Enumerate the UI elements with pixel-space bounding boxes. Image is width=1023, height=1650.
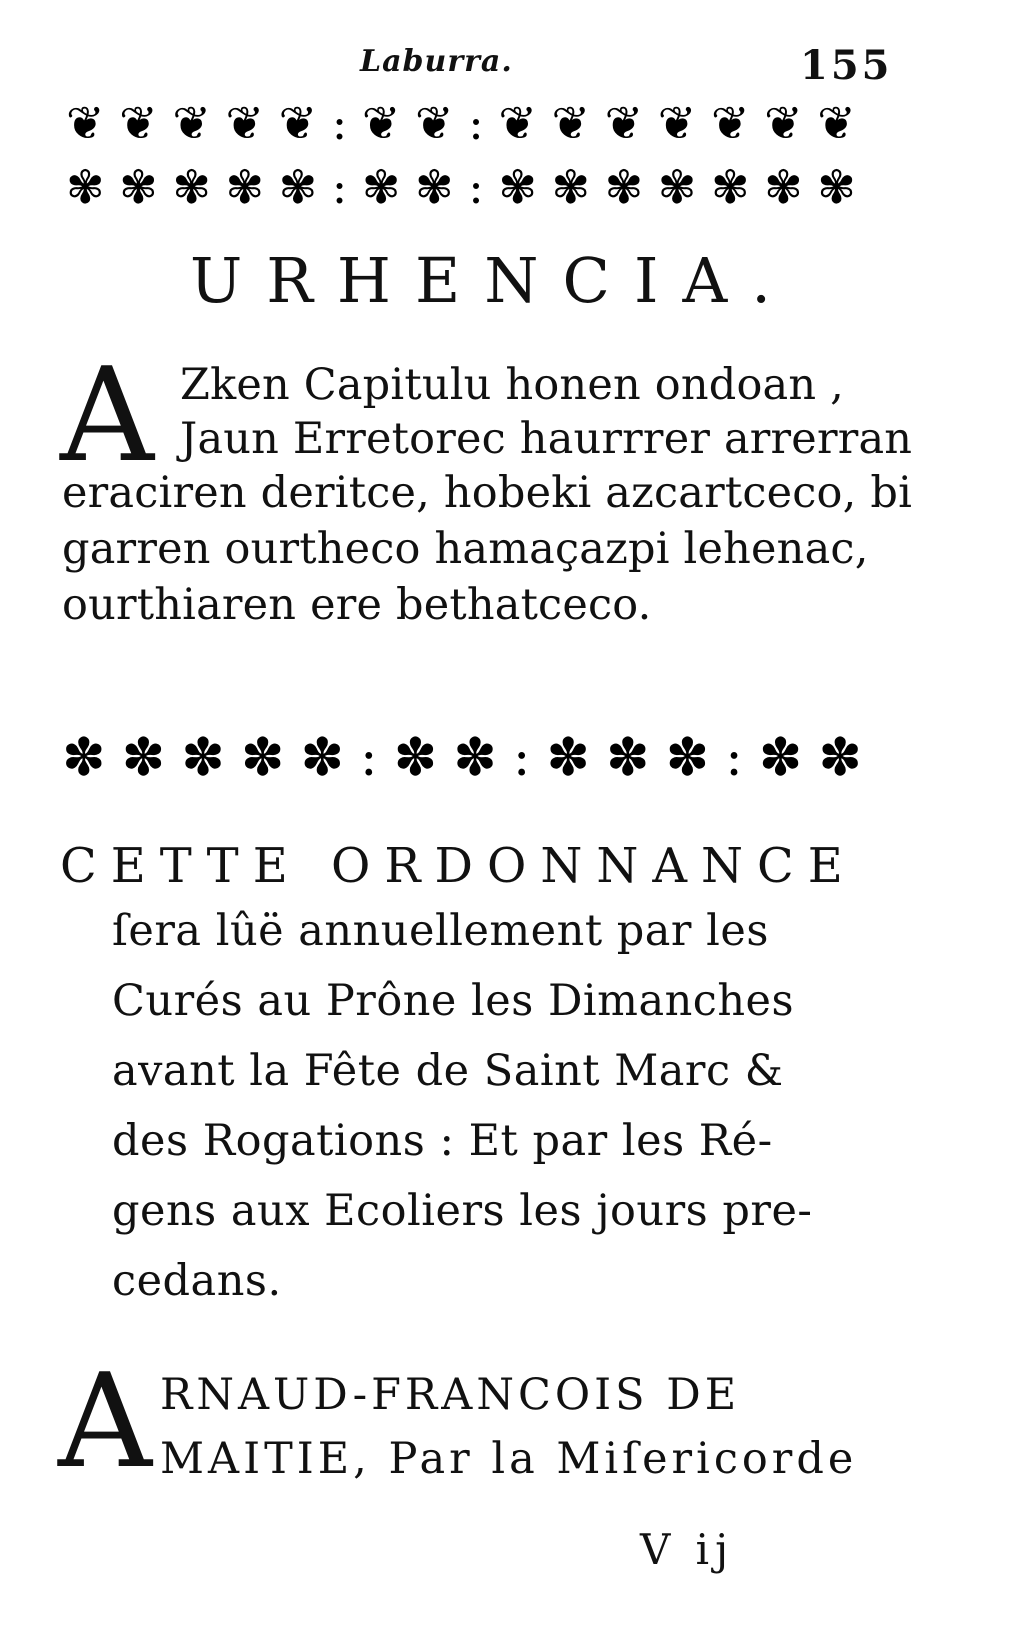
flower-icon: ✾ bbox=[604, 160, 644, 210]
running-title: Laburra. bbox=[360, 44, 513, 79]
paragraph-line: gens aux Ecoliers les jours pre- bbox=[112, 1186, 813, 1236]
colon-separator: : bbox=[331, 160, 348, 210]
fleuron-icon: ✽ bbox=[453, 728, 497, 788]
top-ornament-row-upper bbox=[66, 100, 856, 150]
fleuron-icon: ✽ bbox=[240, 728, 285, 788]
flower-icon: ✾ bbox=[361, 160, 401, 210]
fleuron-icon: ❦ bbox=[764, 100, 803, 150]
colon-separator: : bbox=[331, 100, 348, 150]
section-heading: URHENCIA. bbox=[190, 244, 795, 317]
flower-icon: ✾ bbox=[710, 160, 750, 210]
fleuron-icon: ❦ bbox=[361, 100, 401, 150]
fleuron-icon: ✽ bbox=[758, 728, 803, 788]
flower-icon: ✾ bbox=[415, 160, 454, 210]
top-ornament-band bbox=[66, 100, 856, 210]
flower-icon: ✾ bbox=[119, 160, 158, 210]
author-line: RNAUD-FRANCOIS DE bbox=[160, 1370, 741, 1420]
drop-cap: A bbox=[58, 1345, 152, 1497]
fleuron-icon: ✽ bbox=[546, 728, 590, 788]
fleuron-icon: ❦ bbox=[66, 100, 105, 150]
colon-separator: : bbox=[468, 100, 484, 150]
fleuron-icon: ✽ bbox=[181, 728, 225, 788]
paragraph-line: cedans. bbox=[112, 1256, 282, 1306]
paragraph-line: Curés au Prône les Dimanches bbox=[112, 976, 795, 1026]
flower-icon: ✾ bbox=[66, 160, 105, 210]
flower-icon: ✾ bbox=[225, 160, 265, 210]
fleuron-icon: ❦ bbox=[657, 100, 697, 150]
fleuron-icon: ❦ bbox=[817, 100, 856, 150]
fleuron-icon: ❦ bbox=[551, 100, 591, 150]
flower-icon: ✾ bbox=[817, 160, 856, 210]
paragraph-line: eraciren deritce, hobeki azcartceco, bi bbox=[62, 468, 913, 518]
paragraph-line: Zken Capitulu honen ondoan , bbox=[180, 360, 844, 410]
flower-icon: ✾ bbox=[764, 160, 803, 210]
paragraph-line: Jaun Erretorec haurrrer arrerran bbox=[180, 414, 913, 464]
fleuron-icon: ✽ bbox=[62, 728, 106, 788]
flower-icon: ✾ bbox=[172, 160, 211, 210]
fleuron-icon: ❦ bbox=[415, 100, 454, 150]
drop-cap: A bbox=[60, 339, 154, 491]
flower-icon: ✾ bbox=[551, 160, 591, 210]
fleuron-icon: ✽ bbox=[665, 728, 710, 788]
paragraph-line: avant la Fête de Saint Marc & bbox=[112, 1046, 784, 1096]
colon-separator: : bbox=[725, 728, 743, 788]
fleuron-icon: ❦ bbox=[119, 100, 158, 150]
fleuron-icon: ✽ bbox=[606, 728, 650, 788]
caps-line: CETTE ORDONNANCE bbox=[60, 838, 857, 894]
page-number: 155 bbox=[800, 42, 893, 89]
colon-separator: : bbox=[512, 728, 531, 788]
paragraph-line: ſera lûë annuellement par les bbox=[112, 906, 769, 956]
fleuron-icon: ❦ bbox=[498, 100, 537, 150]
flower-icon: ✾ bbox=[278, 160, 318, 210]
fleuron-icon: ✽ bbox=[121, 728, 166, 788]
colon-separator: : bbox=[360, 728, 378, 788]
fleuron-icon: ❦ bbox=[278, 100, 318, 150]
flower-icon: ✾ bbox=[498, 160, 537, 210]
fleuron-icon: ✽ bbox=[300, 728, 345, 788]
colon-separator: : bbox=[468, 160, 484, 210]
fleuron-icon: ❦ bbox=[225, 100, 265, 150]
middle-ornament-band bbox=[62, 718, 862, 798]
top-ornament-row-lower bbox=[66, 160, 856, 210]
flower-icon: ✾ bbox=[657, 160, 697, 210]
fleuron-icon: ❦ bbox=[172, 100, 211, 150]
author-line: MAITIE, Par la Miſericorde bbox=[160, 1434, 858, 1484]
fleuron-icon: ❦ bbox=[710, 100, 750, 150]
paragraph-line: garren ourtheco hamaçazpi lehenac, bbox=[62, 524, 869, 574]
fleuron-icon: ❦ bbox=[604, 100, 644, 150]
paragraph-line: ourthiaren ere bethatceco. bbox=[62, 580, 652, 630]
paragraph-line: des Rogations : Et par les Ré- bbox=[112, 1116, 773, 1166]
fleuron-icon: ✽ bbox=[818, 728, 862, 788]
fleuron-icon: ✽ bbox=[393, 728, 438, 788]
signature-mark: V ij bbox=[640, 1525, 735, 1574]
